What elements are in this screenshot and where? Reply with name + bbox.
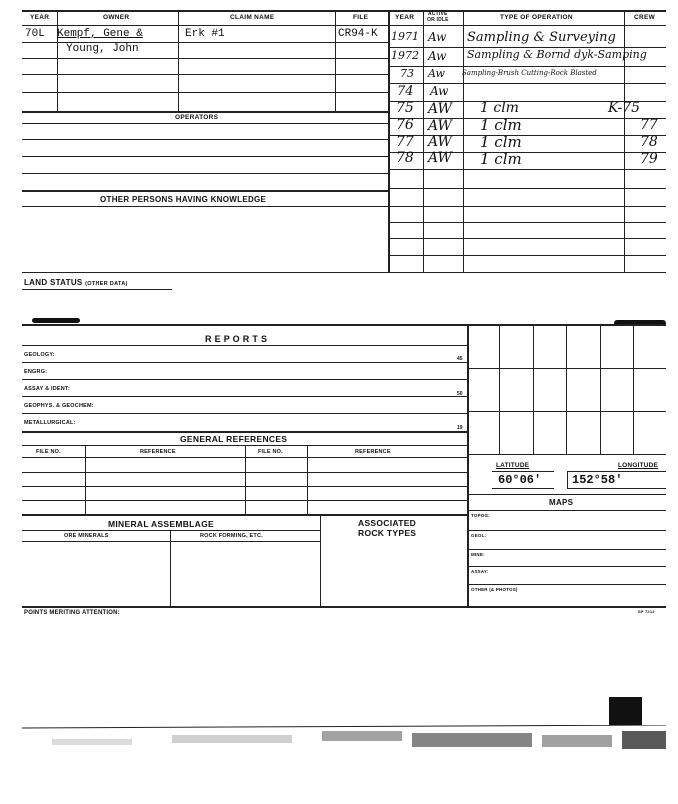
op-type-7: 1 clm bbox=[480, 133, 522, 151]
report-geology-label: GEOLOGY: bbox=[24, 352, 55, 358]
op-year-8: 78 bbox=[396, 150, 414, 166]
op-row-line bbox=[388, 188, 666, 189]
op-crew-5: K-75 bbox=[608, 100, 640, 116]
col-year-divider bbox=[57, 10, 58, 112]
op-crew-6: 77 bbox=[640, 117, 658, 133]
record-file: CR94-K bbox=[338, 28, 378, 40]
maps-title: MAPS bbox=[549, 498, 574, 507]
operators-top-line bbox=[22, 111, 388, 113]
right-panel-divider bbox=[467, 324, 469, 606]
col-op-year-divider bbox=[423, 10, 424, 272]
header-file: FILE bbox=[353, 14, 369, 21]
header-bottom-line bbox=[22, 25, 666, 26]
report-assay-label: ASSAY & IDENT: bbox=[24, 386, 70, 392]
report-row-line bbox=[22, 379, 467, 380]
maps-row-line bbox=[467, 549, 666, 550]
latlong-divider bbox=[567, 471, 568, 488]
other-persons-header-line bbox=[22, 206, 388, 207]
operators-row-line bbox=[22, 139, 388, 140]
grid-col-line bbox=[633, 324, 634, 454]
grid-row-line bbox=[467, 411, 666, 412]
reports-bottom-line bbox=[22, 431, 467, 433]
top-border bbox=[22, 10, 666, 12]
owner-row-line bbox=[22, 74, 388, 75]
record-claim-name: Erk #1 bbox=[185, 28, 225, 40]
op-year-3: 73 bbox=[400, 67, 414, 80]
op-status-7: AW bbox=[428, 134, 452, 150]
longitude-value: 152°58' bbox=[572, 473, 623, 487]
latitude-value: 60°06' bbox=[498, 473, 542, 487]
land-status-label: LAND STATUS bbox=[24, 278, 83, 287]
scan-noise-strip bbox=[22, 725, 666, 751]
col-owner-divider bbox=[178, 10, 179, 112]
maps-top-line bbox=[467, 494, 666, 495]
op-type-1: Sampling & Surveying bbox=[467, 30, 616, 45]
maps-topog: TOPOG: bbox=[471, 513, 490, 518]
operators-row-line bbox=[22, 156, 388, 157]
gen-ref-col-file-1: FILE NO. bbox=[36, 449, 61, 455]
report-assay-num: 50 bbox=[457, 391, 463, 397]
ore-minerals-label: ORE MINERALS bbox=[64, 533, 109, 539]
operators-header-line bbox=[22, 123, 388, 124]
op-type-5: 1 clm bbox=[480, 100, 519, 116]
gen-ref-col-line bbox=[307, 445, 308, 514]
rock-types-label: ROCK TYPES bbox=[358, 528, 417, 538]
header-owner: OWNER bbox=[103, 14, 130, 21]
latlong-line bbox=[492, 471, 554, 472]
maps-header-line bbox=[467, 510, 666, 511]
scan-black-block bbox=[609, 697, 642, 725]
other-persons-title: OTHER PERSONS HAVING KNOWLEDGE bbox=[100, 195, 267, 204]
op-status-6: AW bbox=[428, 118, 452, 134]
points-meriting-attention: POINTS MERITING ATTENTION: bbox=[24, 610, 120, 616]
maps-assay: ASSAY: bbox=[471, 569, 489, 574]
op-year-5: 75 bbox=[396, 100, 414, 116]
col-status-divider bbox=[463, 10, 464, 272]
report-metallurgical-label: METALLURGICAL: bbox=[24, 420, 76, 426]
left-right-divider bbox=[388, 10, 390, 272]
report-metallurgical-num: 19 bbox=[457, 425, 463, 431]
gen-ref-col-ref-2: REFERENCE bbox=[355, 449, 391, 455]
op-year-6: 76 bbox=[396, 117, 414, 133]
form-code: SP 7212 bbox=[638, 609, 655, 614]
report-row-line bbox=[22, 413, 467, 414]
grid-col-line bbox=[499, 324, 500, 454]
operators-title: OPERATORS bbox=[175, 114, 219, 121]
op-status-1: Aw bbox=[428, 30, 447, 44]
associated-label: ASSOCIATED bbox=[358, 518, 417, 528]
grid-col-line bbox=[600, 324, 601, 454]
op-status-5: AW bbox=[428, 101, 452, 117]
header-crew: CREW bbox=[634, 14, 656, 21]
reports-header-line bbox=[22, 345, 467, 346]
mineral-assoc-divider bbox=[320, 514, 321, 606]
owner-row-line bbox=[22, 92, 388, 93]
report-geophys-label: GEOPHYS. & GEOCHEM: bbox=[24, 403, 94, 409]
record-owner-2: Young, John bbox=[66, 43, 139, 55]
other-persons-top-line bbox=[22, 190, 388, 192]
grid-row-line bbox=[467, 368, 666, 369]
op-type-8: 1 clm bbox=[480, 150, 522, 168]
mineral-title-line bbox=[22, 530, 320, 531]
op-type-2: Sampling & Bornd dyk-Samping bbox=[467, 48, 647, 61]
record-owner-1: Kempf, Gene & bbox=[57, 28, 143, 40]
latlong-line bbox=[492, 488, 554, 489]
gen-ref-col-file-2: FILE NO. bbox=[258, 449, 283, 455]
op-year-2: 1972 bbox=[391, 49, 419, 62]
land-status-sub: (OTHER DATA) bbox=[85, 281, 128, 287]
left-section-bottom bbox=[22, 272, 388, 273]
header-claim-name: CLAIM NAME bbox=[230, 14, 275, 21]
mineral-assemblage-title: MINERAL ASSEMBLAGE bbox=[108, 519, 214, 529]
reports-title: R E P O R T S bbox=[205, 334, 268, 344]
scan-noise-graphic bbox=[22, 725, 666, 751]
op-crew-7: 78 bbox=[640, 134, 658, 150]
maps-row-line bbox=[467, 530, 666, 531]
header-active: ACTIVE bbox=[428, 11, 448, 17]
longitude-label: LONGITUDE bbox=[618, 462, 659, 469]
op-status-2: Aw bbox=[428, 49, 447, 63]
col-claim-divider bbox=[335, 10, 336, 112]
latitude-label: LATITUDE bbox=[496, 462, 530, 469]
op-year-1: 1971 bbox=[391, 30, 419, 43]
grid-col-line bbox=[533, 324, 534, 454]
report-engrg-label: ENGRG: bbox=[24, 369, 48, 375]
maps-geol: GEOL: bbox=[471, 533, 487, 538]
op-year-7: 77 bbox=[396, 134, 414, 150]
report-geology-num: 45 bbox=[457, 356, 463, 362]
latlong-line bbox=[567, 471, 666, 472]
op-row-line bbox=[388, 238, 666, 239]
header-year: YEAR bbox=[30, 14, 50, 21]
mineral-header-line bbox=[22, 541, 320, 542]
maps-row-line bbox=[467, 584, 666, 585]
operators-row-line bbox=[22, 173, 388, 174]
grid-bottom-line bbox=[467, 454, 666, 455]
op-row-line bbox=[388, 272, 666, 273]
gen-ref-col-line bbox=[85, 445, 86, 514]
op-type-3: Sampling-Brush Cutting-Rock Blasted bbox=[462, 69, 597, 77]
land-status-underline bbox=[22, 289, 172, 290]
op-row-line bbox=[388, 169, 666, 170]
report-row-line bbox=[22, 396, 467, 397]
gen-ref-bottom-line bbox=[22, 514, 467, 516]
maps-row-line bbox=[467, 566, 666, 567]
record-year: 70L bbox=[25, 28, 45, 40]
report-row-line bbox=[22, 362, 467, 363]
op-row-line bbox=[388, 255, 666, 256]
op-type-6: 1 clm bbox=[480, 116, 522, 134]
land-status-title bbox=[24, 278, 128, 287]
op-year-4: 74 bbox=[397, 84, 414, 99]
rock-forming-label: ROCK FORMING, ETC. bbox=[200, 533, 263, 539]
op-crew-8: 79 bbox=[640, 151, 658, 167]
general-references-title: GENERAL REFERENCES bbox=[180, 434, 288, 444]
gen-ref-col-line bbox=[245, 445, 246, 514]
header-type-of-operation: TYPE OF OPERATION bbox=[500, 14, 573, 21]
op-status-4: Aw bbox=[430, 84, 449, 98]
owner-row-line bbox=[22, 58, 388, 59]
op-row-line bbox=[388, 206, 666, 207]
op-status-3: Aw bbox=[428, 67, 445, 80]
maps-other: OTHER (& PHOTOS) bbox=[471, 587, 518, 592]
header-op-year: YEAR bbox=[395, 14, 415, 21]
header-or-idle: OR IDLE bbox=[427, 17, 449, 23]
mineral-col-line bbox=[170, 530, 171, 606]
op-status-8: AW bbox=[428, 150, 452, 166]
gen-ref-col-ref-1: REFERENCE bbox=[140, 449, 176, 455]
grid-col-line bbox=[566, 324, 567, 454]
reports-top-border bbox=[22, 324, 666, 326]
maps-mine: MINE: bbox=[471, 552, 485, 557]
op-row-line bbox=[388, 222, 666, 223]
mineral-bottom-line bbox=[22, 606, 666, 608]
latlong-line bbox=[567, 488, 666, 489]
scan-bar-left bbox=[32, 318, 80, 323]
